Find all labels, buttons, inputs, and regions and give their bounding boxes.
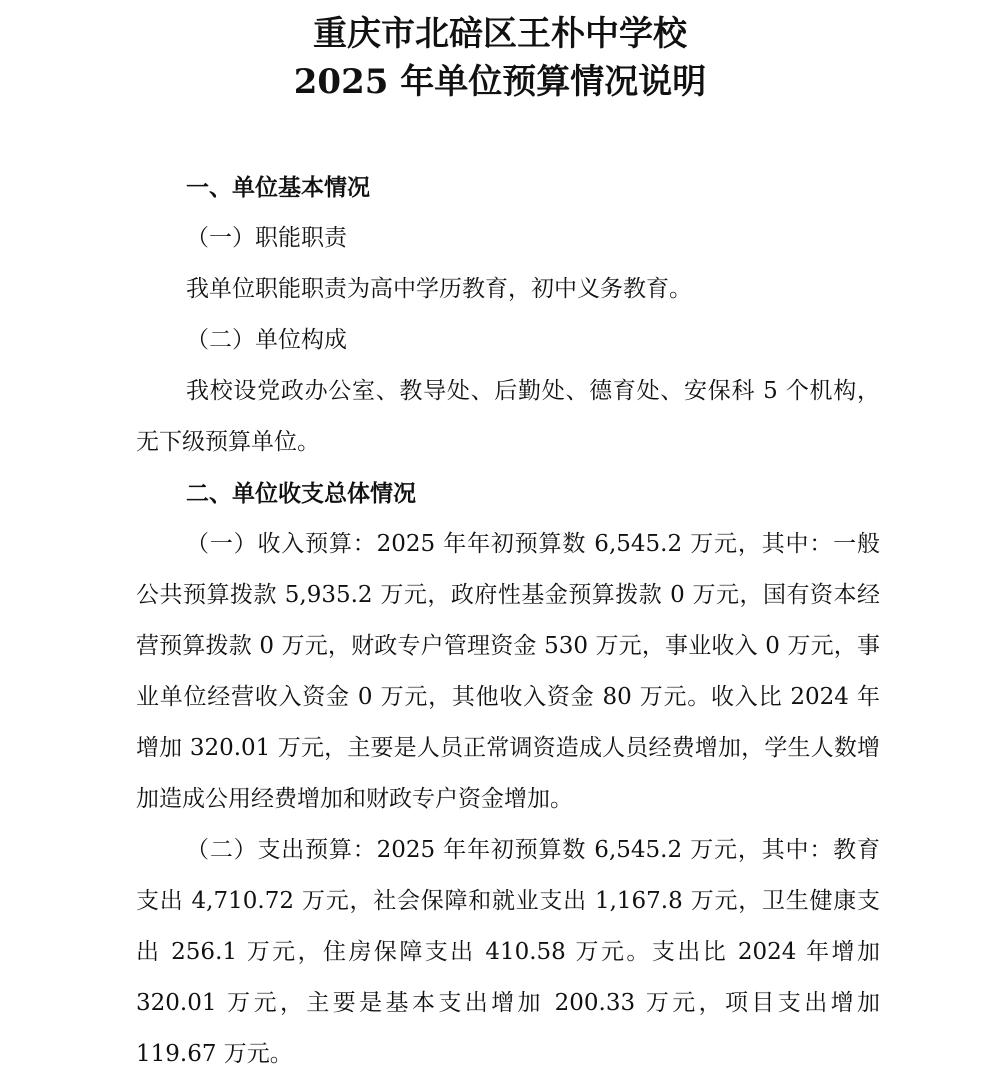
document-body	[136, 162, 880, 1080]
document-title-line2: 2025 年单位预算情况说明	[293, 62, 707, 102]
paragraph-expenditure-budget: （二）支出预算：2025 年年初预算数 6,545.2 万元，其中：教育支出 4,710.72 万元，社会保障和就业支出 1,167.8 万元，卫生健康支出 256.1 万元，住房保障支出 410.58 万元。支出比 2024 年增加 320.01 万元，主要是基本支出增加 200.33 万元，项目支出增加 119.67 万元。	[136, 837, 880, 1067]
section-heading-budget-overview: 二、单位收支总体情况	[186, 480, 416, 507]
section-heading-basic-info: 一、单位基本情况	[186, 174, 370, 201]
paragraph-income-budget: （一）收入预算：2025 年年初预算数 6,545.2 万元，其中：一般公共预算拨款 5,935.2 万元，政府性基金预算拨款 0 万元，国有资本经营预算拨款 0 万元，财政专户管理资金 530 万元，事业收入 0 万元，事业单位经营收入资金 0 万元，其他收入资金 80 万元。收入比 2024 年增加 320.01 万元，主要是人员正常调资造成人员经费增加，学生人数增加造成公用经费增加和财政专户资金增加。	[136, 531, 880, 812]
subheading-structure: （二）单位构成	[186, 327, 347, 353]
subheading-functions: （一）职能职责	[186, 225, 347, 251]
document-title-line1: 重庆市北碚区王朴中学校	[313, 14, 687, 54]
paragraph-structure: 我校设党政办公室、教导处、后勤处、德育处、安保科 5 个机构，无下级预算单位。	[136, 378, 880, 455]
paragraph-functions: 我单位职能职责为高中学历教育，初中义务教育。	[186, 276, 692, 302]
